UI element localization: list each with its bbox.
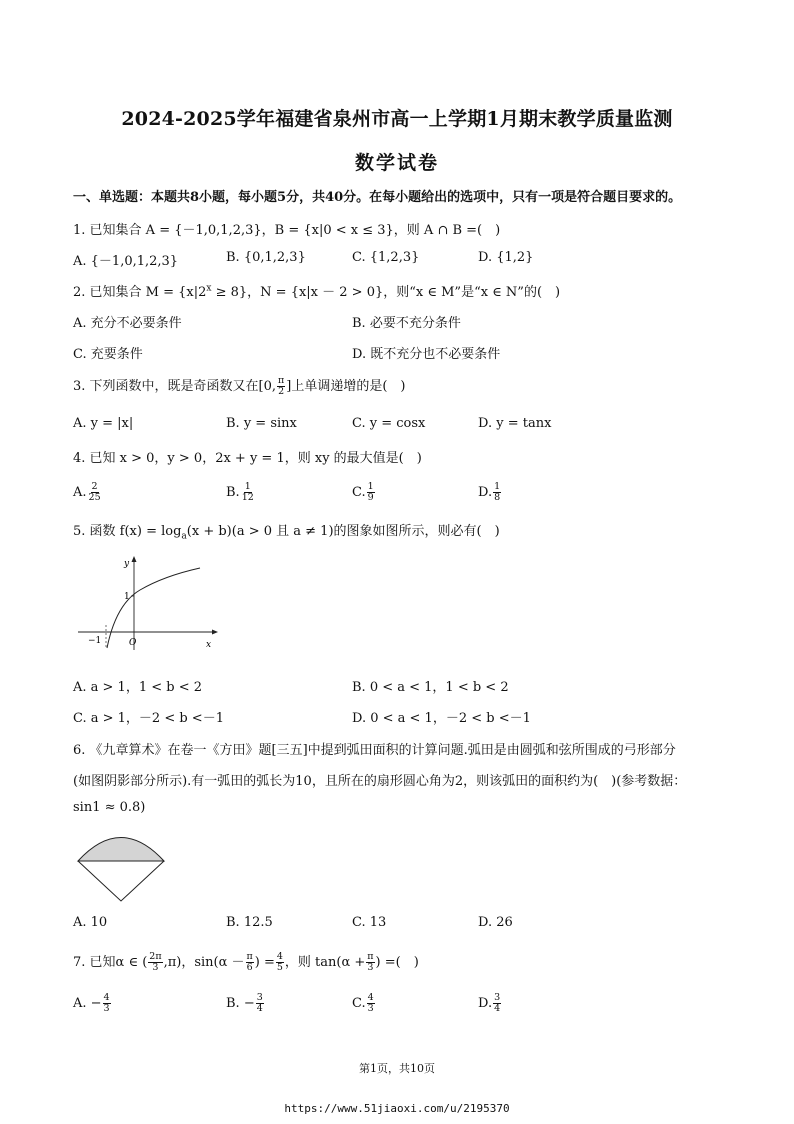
q3-stem-part-a: 3. 下列函数中，既是奇函数又在[0, — [73, 379, 277, 394]
q7-part-2: ,π)，sin(α － — [163, 955, 245, 970]
q7-f4-num: π — [367, 951, 374, 962]
q3-stem-part-b: ]上单调递增的是( ) — [286, 379, 406, 394]
q7-f3-num: 4 — [276, 951, 283, 962]
q7-a-den: 3 — [103, 1003, 110, 1014]
q7-b-num: 3 — [256, 992, 263, 1003]
arc-field-shaded-segment — [78, 838, 164, 862]
q2-option-a: A. 充分不必要条件 — [73, 316, 182, 331]
q1-option-b: B. {0,1,2,3} — [226, 250, 306, 265]
sector-radii — [78, 861, 164, 901]
q7-part-3: ) = — [254, 955, 275, 970]
q3-fraction — [277, 376, 285, 397]
q2-option-d: D. 既不充分也不必要条件 — [352, 347, 501, 362]
source-url-link[interactable]: https://www.51jiaoxi.com/u/2195370 — [284, 1102, 510, 1115]
q5-option-b: B. 0 < a < 1，1 < b < 2 — [352, 680, 509, 695]
q5-stem-part-b: (x + b)(a > 0 且 a ≠ 1)的图象如图所示，则必有( ) — [186, 524, 500, 539]
q6-option-d: D. 26 — [478, 915, 513, 930]
q7-fraction-3 — [276, 952, 284, 973]
q2-stem-part-b: ≥ 8}，N = {x|x － 2 > 0}，则“x ∈ M”是“x ∈ N”的( ) — [211, 285, 561, 300]
q7-c-num: 4 — [367, 992, 374, 1003]
q7-fraction-1 — [148, 952, 162, 973]
q7-option-d-fraction — [493, 993, 501, 1014]
q7-option-d — [478, 993, 502, 1014]
q4-d-num: 1 — [494, 481, 501, 492]
q7-a-num: 4 — [103, 992, 110, 1003]
q3-option-b: B. y = sinx — [226, 416, 297, 431]
q7-option-c — [352, 993, 376, 1014]
q4-option-c — [352, 482, 376, 503]
q5-log-base: a — [181, 531, 187, 542]
graph-origin-label: O — [129, 638, 137, 648]
q7-c-den: 3 — [367, 1003, 374, 1014]
q7-f1-den: 3 — [152, 962, 159, 973]
graph-neg-one-label: −1 — [88, 636, 102, 646]
q4-option-c-label: C. — [352, 485, 366, 500]
q4-option-a — [73, 482, 103, 503]
question-6-line-1: 6. 《九章算术》在卷一《方田》题[三五]中提到弧田面积的计算问题.弧田是由圆弧和弦所围成的弓形部分 — [73, 743, 676, 758]
question-3-stem — [73, 375, 405, 397]
q4-a-num: 2 — [91, 481, 98, 492]
q1-option-a: A. {－1,0,1,2,3} — [73, 254, 179, 269]
page-number: 第1页，共10页 — [359, 1062, 435, 1075]
q7-option-a-label: A. − — [73, 996, 102, 1011]
graph-x-label: x — [206, 640, 212, 650]
q7-d-num: 3 — [494, 992, 501, 1003]
q7-option-a-fraction — [103, 993, 111, 1014]
q7-f4-den: 3 — [367, 962, 374, 973]
q5-option-c: C. a > 1，－2 < b <－1 — [73, 711, 224, 726]
exam-subtitle: 数学试卷 — [354, 152, 439, 174]
q7-option-d-label: D. — [478, 996, 493, 1011]
q4-option-a-fraction — [88, 482, 102, 503]
q3-option-a: A. y = |x| — [73, 416, 134, 431]
q6-option-b: B. 12.5 — [226, 915, 273, 930]
q4-option-b-fraction — [241, 482, 255, 503]
question-4-stem: 4. 已知 x > 0，y > 0，2x + y = 1，则 xy 的最大值是( ) — [73, 451, 422, 466]
q4-option-b — [226, 482, 256, 503]
q4-option-b-label: B. — [226, 485, 240, 500]
q4-b-num: 1 — [244, 481, 251, 492]
q5-option-a: A. a > 1，1 < b < 2 — [73, 680, 203, 695]
q3-frac-num: π — [278, 375, 285, 386]
q2-stem-part-a: 2. 已知集合 M = {x|2 — [73, 285, 207, 300]
q3-option-c: C. y = cosx — [352, 416, 426, 431]
question-6-line-2: (如图阴影部分所示).有一弧田的弧长为10，且所在的扇形圆心角为2，则该弧田的面积约为( )(参考数据： — [73, 774, 687, 789]
q2-option-b: B. 必要不充分条件 — [352, 316, 461, 331]
q4-option-a-label: A. — [73, 485, 87, 500]
graph-one-label: 1 — [124, 592, 130, 602]
q7-option-b-fraction — [256, 993, 264, 1014]
graph-y-label: y — [124, 559, 130, 569]
q7-b-den: 4 — [256, 1003, 263, 1014]
exam-title: 2024-2025学年福建省泉州市高一上学期1月期末教学质量监测 — [121, 108, 673, 130]
question-1-stem: 1. 已知集合 A = {－1,0,1,2,3}，B = {x|0 < x ≤ 3}，则 A ∩ B =( ) — [73, 223, 501, 238]
q4-option-d — [478, 482, 502, 503]
q7-fraction-4 — [366, 952, 374, 973]
q7-f2-num: π — [246, 951, 253, 962]
q4-a-den: 25 — [88, 492, 101, 503]
q1-option-d: D. {1,2} — [478, 250, 534, 265]
q7-d-den: 4 — [494, 1003, 501, 1014]
q4-option-d-label: D. — [478, 485, 493, 500]
q4-c-num: 1 — [367, 481, 374, 492]
q6-option-a: A. 10 — [73, 915, 108, 930]
q7-option-a — [73, 993, 112, 1014]
q7-option-c-label: C. — [352, 996, 366, 1011]
question-7-stem — [73, 951, 419, 973]
q7-option-b-label: B. − — [226, 996, 255, 1011]
q4-d-den: 8 — [494, 492, 501, 503]
q2-option-c: C. 充要条件 — [73, 347, 143, 362]
q4-b-den: 12 — [241, 492, 254, 503]
q7-f2-den: 6 — [246, 962, 253, 973]
q6-arc-field-figure — [74, 826, 168, 906]
graph-x-axis-arrow — [212, 630, 218, 635]
q5-stem-part-a: 5. 函数 f(x) = log — [73, 524, 182, 539]
question-5-stem — [73, 520, 500, 542]
q4-option-c-fraction — [367, 482, 375, 503]
q4-option-d-fraction — [493, 482, 501, 503]
q7-part-5: ) =( ) — [375, 955, 419, 970]
q3-frac-den: 2 — [278, 386, 285, 397]
q3-option-d: D. y = tanx — [478, 416, 552, 431]
q7-f1-num: 2π — [149, 951, 162, 962]
q7-fraction-2 — [246, 952, 254, 973]
q6-option-c: C. 13 — [352, 915, 387, 930]
q7-part-1: 7. 已知α ∈ ( — [73, 955, 148, 970]
question-2-stem — [73, 281, 560, 300]
q7-option-b — [226, 993, 265, 1014]
q7-f3-den: 5 — [276, 962, 283, 973]
q7-part-4: ，则 tan(α + — [284, 955, 366, 970]
graph-log-curve — [107, 568, 200, 648]
q5-function-graph — [76, 552, 222, 652]
q1-option-c: C. {1,2,3} — [352, 250, 420, 265]
q7-option-c-fraction — [367, 993, 375, 1014]
q4-c-den: 9 — [367, 492, 374, 503]
question-6-line-3: sin1 ≈ 0.8) — [73, 800, 146, 815]
q5-option-d: D. 0 < a < 1，－2 < b <－1 — [352, 711, 531, 726]
q2-exponent: x — [206, 283, 212, 294]
section-heading: 一、单选题：本题共8小题，每小题5分，共40分。在每小题给出的选项中，只有一项是符合题目要求的。 — [73, 190, 682, 205]
graph-y-axis-arrow — [132, 556, 137, 562]
